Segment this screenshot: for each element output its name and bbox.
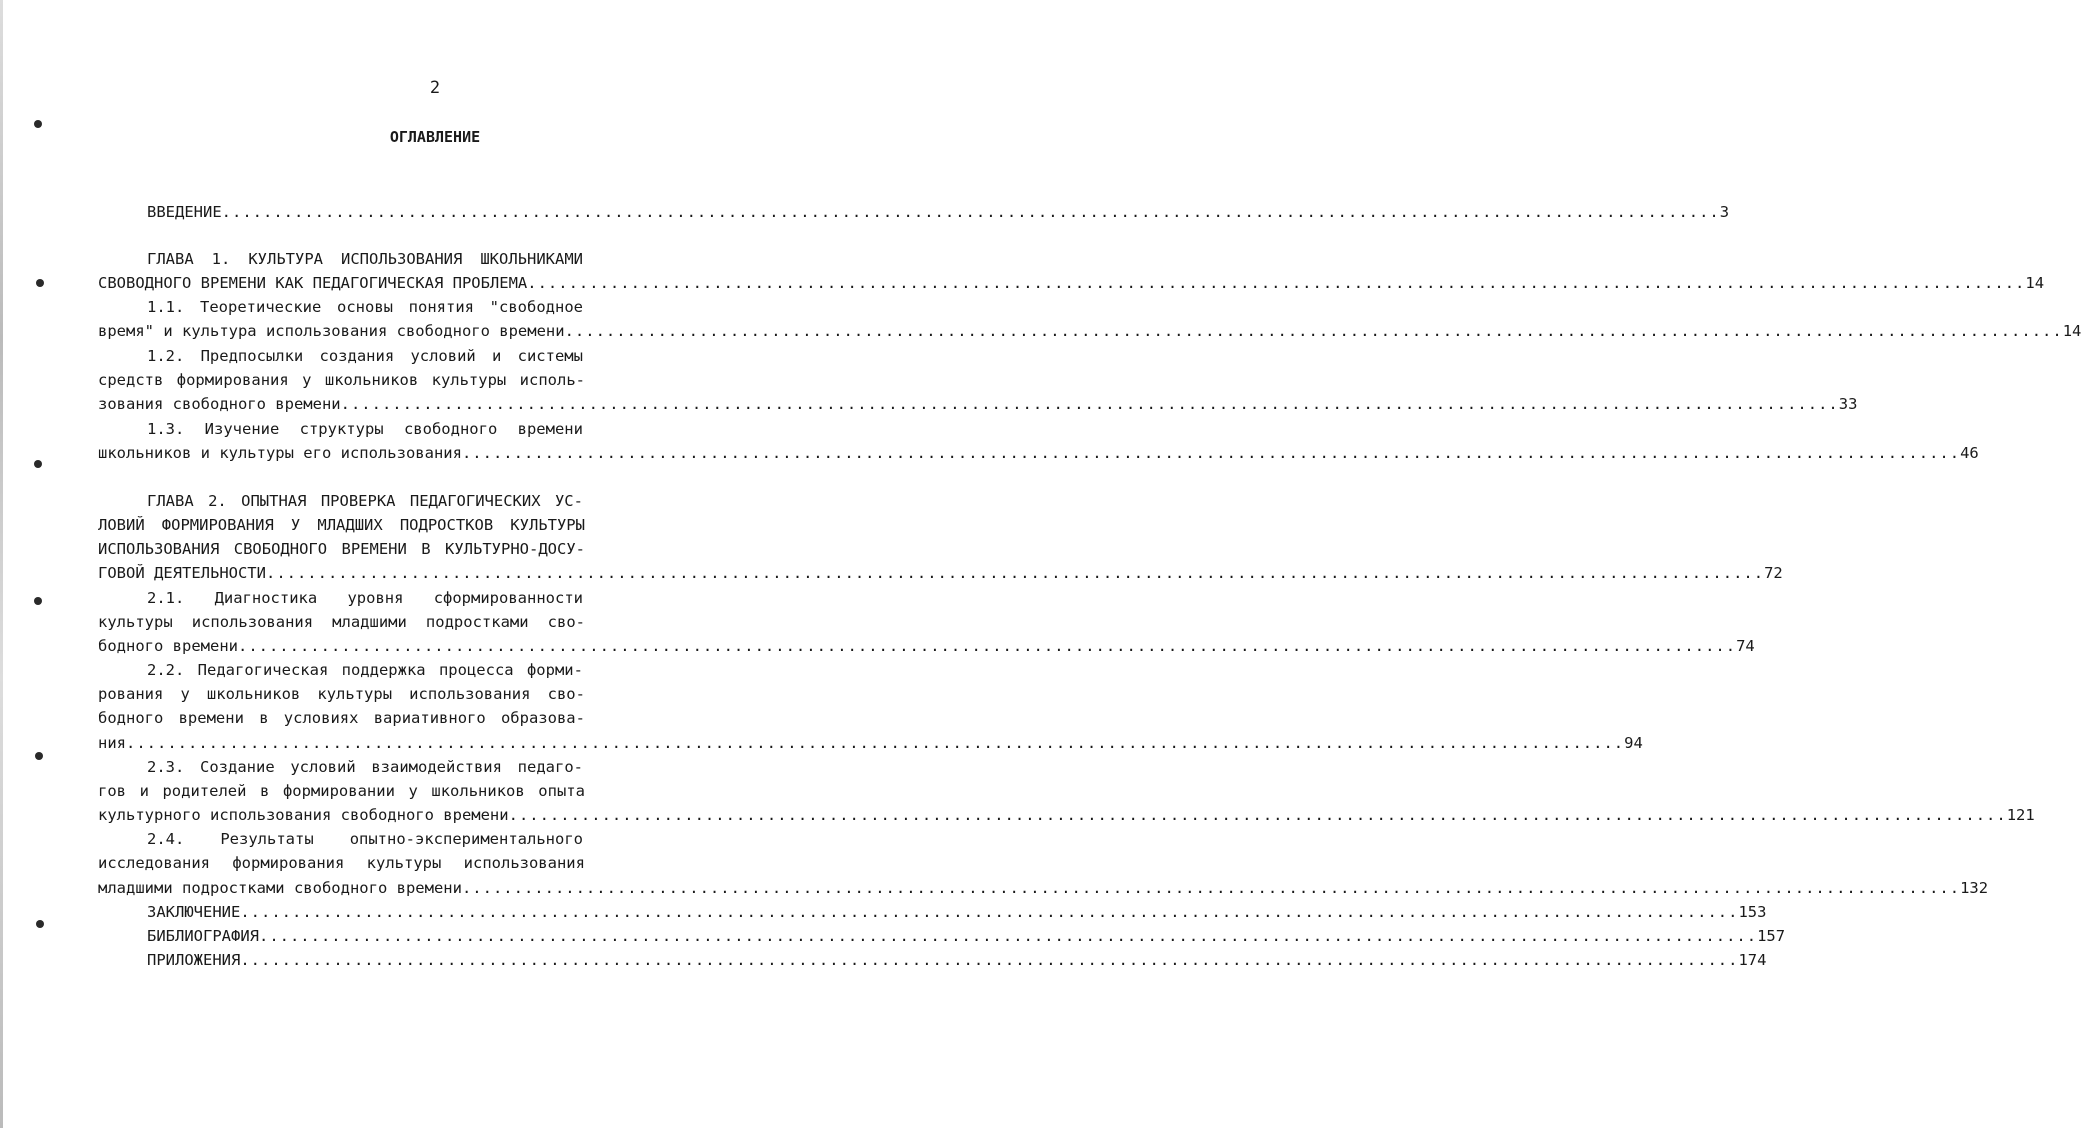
word: вариативного: [373, 709, 486, 727]
toc-entry-appendices[interactable]: [147, 948, 1767, 972]
word: КУЛЬТУРНО-ДОСУ-: [445, 540, 585, 558]
toc-section-2-2-line3[interactable]: [98, 706, 585, 730]
word: процесса: [438, 661, 514, 679]
word: сво-: [547, 685, 585, 703]
toc-section-1-3-line2[interactable]: [98, 441, 1979, 465]
punch-hole: [34, 460, 42, 468]
page-number: 2: [429, 78, 441, 98]
toc-section-2-4-line2[interactable]: [98, 851, 585, 875]
word: у: [408, 782, 418, 800]
punch-hole: [36, 279, 44, 287]
word: ПЕДАГОГИЧЕСКИХ: [409, 492, 541, 510]
toc-entry-text: ния: [98, 734, 126, 752]
word: В: [421, 540, 431, 558]
word: формирования: [176, 371, 289, 389]
word: ОПЫТНАЯ: [241, 492, 307, 510]
word: КУЛЬТУРА: [248, 250, 323, 268]
word: использования: [191, 613, 314, 631]
word: Создание: [200, 758, 275, 776]
dot-leader: .................................................................................................................................................: [508, 806, 2007, 824]
toc-page-number: 174: [1738, 951, 1767, 969]
word: структуры: [299, 420, 384, 438]
page-title: ОГЛАВЛЕНИЕ: [389, 128, 481, 146]
toc-entry-text: школьников и культуры его использования: [98, 444, 462, 462]
word: Педагогическая: [197, 661, 329, 679]
word: гов: [98, 782, 126, 800]
toc-entry-text: ЗАКЛЮЧЕНИЕ: [147, 903, 241, 921]
dot-leader: .................................................................................................................................................: [237, 637, 1737, 655]
toc-entry-text: культурного использования свободного времени: [98, 806, 509, 824]
toc-entry-bibliography[interactable]: [147, 924, 1786, 948]
word: ВРЕМЕНИ: [341, 540, 407, 558]
word: в: [260, 782, 270, 800]
word: сво-: [547, 613, 585, 631]
word: СВОБОДНОГО: [233, 540, 328, 558]
word: взаимодействия: [371, 758, 502, 776]
word: использования: [409, 685, 531, 703]
toc-chapter-1-line1[interactable]: [147, 247, 583, 271]
toc-page-number: 132: [1960, 879, 1989, 897]
toc-entry-text: зования свободного времени: [98, 395, 341, 413]
word: времени: [178, 709, 244, 727]
toc-section-1-1-line2[interactable]: [98, 319, 2081, 343]
toc-entry-text: младшими подростками свободного времени: [98, 879, 462, 897]
toc-section-2-1-line2[interactable]: [98, 610, 585, 634]
word: 2.1.: [147, 589, 185, 607]
word: формирования: [232, 854, 345, 872]
toc-section-2-2-line4[interactable]: [98, 731, 1643, 755]
word: и: [492, 347, 502, 365]
toc-section-2-3-line2[interactable]: [98, 779, 585, 803]
dot-leader: .................................................................................................................................................: [258, 927, 1758, 945]
word: Результаты: [220, 830, 314, 848]
toc-chapter-2-line2[interactable]: [98, 513, 585, 537]
word: ИСПОЛЬЗОВАНИЯ: [98, 540, 220, 558]
word: в: [259, 709, 269, 727]
dot-leader: .................................................................................................................................................: [461, 879, 1961, 897]
toc-section-2-3-line3[interactable]: [98, 803, 2035, 827]
word: сформированности: [433, 589, 583, 607]
word: культуры: [366, 854, 442, 872]
toc-entry-intro[interactable]: [147, 200, 1730, 224]
dot-leader: .................................................................................................................................................: [221, 203, 1720, 221]
word: опытно-экспериментального: [349, 830, 583, 848]
toc-entry-text: время" и культура использования свободного времени: [98, 322, 565, 340]
word: ПОДРОСТКОВ: [399, 516, 494, 534]
word: "свободное: [489, 298, 583, 316]
dot-leader: .................................................................................................................................................: [340, 395, 1839, 413]
word: 1.2.: [147, 347, 185, 365]
word: ПРОВЕРКА: [320, 492, 396, 510]
word: УС-: [554, 492, 583, 510]
word: у: [180, 685, 190, 703]
word: культуры: [431, 371, 507, 389]
word: поддержка: [341, 661, 426, 679]
word: ГЛАВА: [147, 250, 194, 268]
word: родителей: [162, 782, 247, 800]
word: педаго-: [517, 758, 583, 776]
toc-entry-text: ПРИЛОЖЕНИЯ: [147, 951, 241, 969]
dot-leader: .................................................................................................................................................: [126, 734, 1625, 752]
word: У: [290, 516, 301, 534]
toc-chapter-1-line2[interactable]: [98, 271, 2045, 295]
word: 2.4.: [147, 830, 185, 848]
toc-page-number: 74: [1736, 637, 1755, 655]
word: опыта: [538, 782, 585, 800]
word: основы: [337, 298, 393, 316]
word: форми-: [526, 661, 583, 679]
word: 2.2.: [147, 661, 185, 679]
word: культуры: [98, 613, 173, 631]
toc-section-1-3-line1[interactable]: [147, 417, 583, 441]
punch-hole: [36, 920, 44, 928]
toc-section-1-2-line3[interactable]: [98, 392, 1858, 416]
toc-page-number: 121: [2006, 806, 2035, 824]
word: образова-: [500, 709, 585, 727]
dot-leader: .................................................................................................................................................: [527, 274, 2026, 292]
word: использования: [463, 854, 585, 872]
word: ГЛАВА: [147, 492, 194, 510]
page-edge-shadow: [0, 0, 3, 1128]
toc-section-1-2-line1[interactable]: [147, 344, 583, 368]
word: исполь-: [519, 371, 585, 389]
word: Диагностика: [214, 589, 318, 607]
toc-page-number: 46: [1960, 444, 1979, 462]
word: школьников: [206, 685, 301, 703]
toc-page-number: 14: [2025, 274, 2045, 292]
word: 1.1.: [147, 298, 185, 316]
word: системы: [517, 347, 583, 365]
toc-page-number: 72: [1764, 564, 1783, 582]
toc-section-2-4-line1[interactable]: [147, 827, 583, 851]
word: средств: [98, 371, 164, 389]
word: 2.: [208, 492, 227, 510]
dot-leader: .................................................................................................................................................: [240, 903, 1739, 921]
word: КУЛЬТУРЫ: [510, 516, 585, 534]
word: условий: [290, 758, 356, 776]
toc-entry-text: ВВЕДЕНИЕ: [147, 203, 222, 221]
word: подростками: [425, 613, 529, 631]
word: рования: [98, 685, 164, 703]
word: у: [302, 371, 312, 389]
word: культуры: [317, 685, 393, 703]
toc-entry-text: ГОВОЙ ДЕЯТЕЛЬНОСТИ: [98, 564, 266, 582]
toc-section-2-3-line1[interactable]: [147, 755, 583, 779]
word: понятия: [408, 298, 474, 316]
toc-entry-conclusion[interactable]: [147, 900, 1767, 924]
punch-hole: [34, 120, 42, 128]
toc-page-number: 33: [1838, 395, 1858, 413]
toc-section-2-2-line1[interactable]: [147, 658, 583, 682]
toc-page-number: 94: [1624, 734, 1643, 752]
word: уровня: [347, 589, 404, 607]
toc-page-number: 157: [1757, 927, 1786, 945]
dot-leader: .................................................................................................................................................: [461, 444, 1961, 462]
word: школьников: [431, 782, 525, 800]
toc-section-2-2-line2[interactable]: [98, 682, 585, 706]
toc-chapter-2-line3[interactable]: [98, 537, 585, 561]
toc-entry-text: БИБЛИОГРАФИЯ: [147, 927, 259, 945]
word: условиях: [283, 709, 359, 727]
word: Теоретические: [200, 298, 322, 316]
dot-leader: .................................................................................................................................................: [240, 951, 1739, 969]
word: младшими: [332, 613, 407, 631]
word: 1.3.: [147, 420, 185, 438]
toc-section-2-4-line3[interactable]: [98, 876, 1989, 900]
word: ШКОЛЬНИКАМИ: [480, 250, 583, 268]
word: условий: [410, 347, 476, 365]
punch-hole: [34, 597, 42, 605]
toc-page-number: 3: [1719, 203, 1730, 221]
toc-section-1-2-line2[interactable]: [98, 368, 585, 392]
toc-chapter-2-line1[interactable]: [147, 489, 583, 513]
word: ЛОВИЙ: [98, 516, 145, 534]
toc-page-number: 14: [2062, 322, 2081, 340]
toc-section-2-1-line3[interactable]: [98, 634, 1755, 658]
toc-section-2-1-line1[interactable]: [147, 586, 583, 610]
word: МЛАДШИХ: [317, 516, 383, 534]
toc-section-1-1-line1[interactable]: [147, 295, 583, 319]
word: времени: [517, 420, 583, 438]
dot-leader: .................................................................................................................................................: [564, 322, 2063, 340]
toc-page-number: 153: [1738, 903, 1767, 921]
word: Изучение: [204, 420, 280, 438]
word: 1.: [211, 250, 231, 268]
dot-leader: .................................................................................................................................................: [265, 564, 1765, 582]
word: исследования: [98, 854, 210, 872]
toc-chapter-2-line4[interactable]: [98, 561, 1783, 585]
word: бодного: [98, 709, 164, 727]
word: Предпосылки: [200, 347, 304, 365]
word: и: [139, 782, 149, 800]
word: свободного: [403, 420, 498, 438]
word: ФОРМИРОВАНИЯ: [161, 516, 274, 534]
word: школьников: [324, 371, 419, 389]
toc-entry-text: СВОВОДНОГО ВРЕМЕНИ КАК ПЕДАГОГИЧЕСКАЯ ПРОБЛЕМА: [98, 274, 528, 292]
word: 2.3.: [147, 758, 185, 776]
punch-hole: [35, 752, 43, 760]
toc-entry-text: бодного времени: [98, 637, 238, 655]
word: создания: [319, 347, 395, 365]
word: ИСПОЛЬЗОВАНИЯ: [341, 250, 463, 268]
word: формировании: [282, 782, 395, 800]
